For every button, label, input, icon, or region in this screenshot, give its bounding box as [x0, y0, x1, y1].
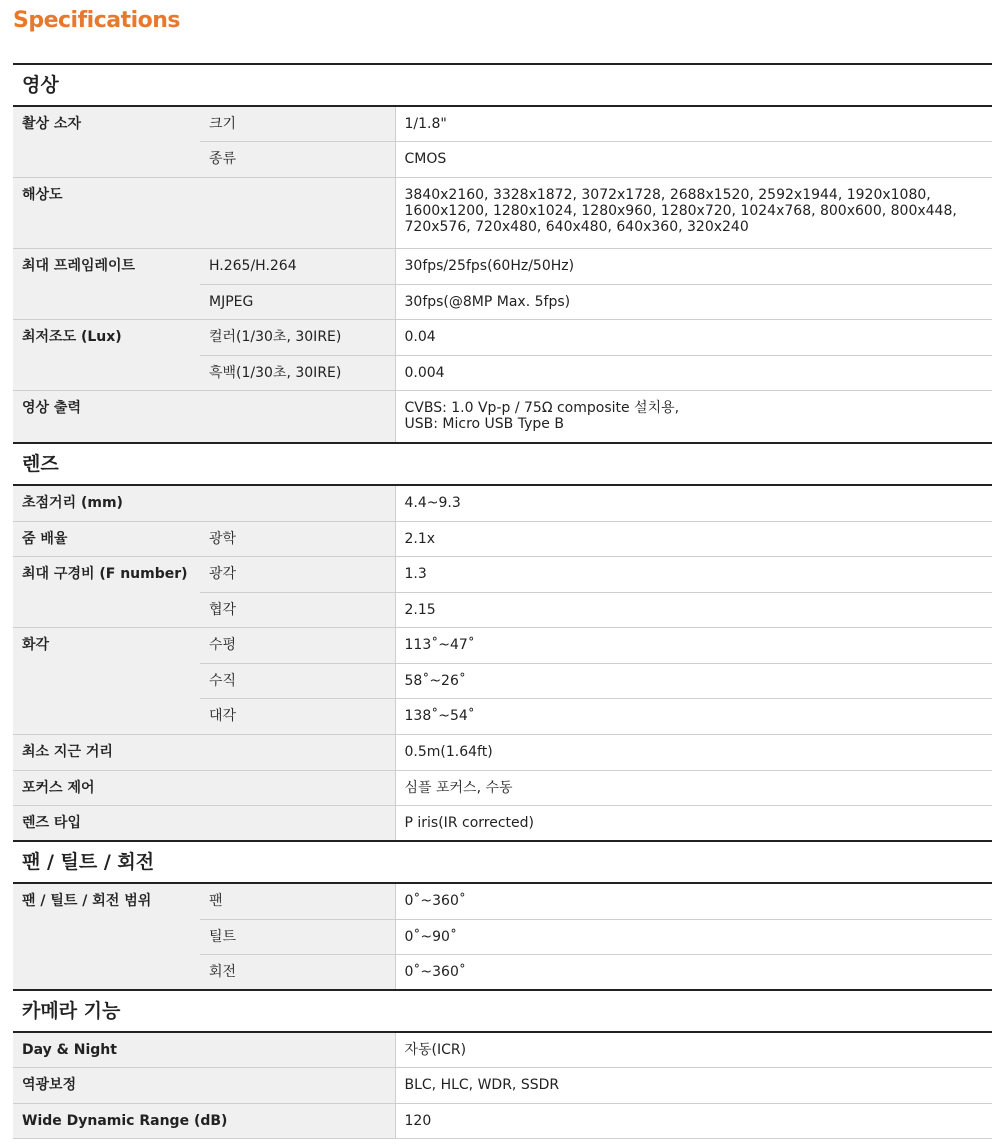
row-label: 초점거리 (mm): [13, 485, 395, 521]
row-value: CMOS: [395, 141, 992, 177]
spec-row: [13, 390, 992, 443]
row-sublabel: 컬러(1/30초, 30IRE): [200, 319, 395, 355]
spec-row: [13, 883, 992, 919]
section-header-camera-features: [13, 990, 992, 1032]
row-label: 촬상 소자: [13, 106, 200, 177]
spec-row: [13, 1067, 992, 1103]
section-title: 영상: [13, 64, 992, 106]
row-label: 해상도: [13, 177, 395, 248]
row-sublabel: 수평: [200, 627, 395, 663]
row-value: 1/1.8": [395, 106, 992, 141]
row-value: P iris(IR corrected): [395, 805, 992, 841]
spec-table-container: [13, 63, 992, 1139]
section-header-pan-tilt-rotate: [13, 841, 992, 883]
row-value: 0.5m(1.64ft): [395, 734, 992, 770]
section-title: 카메라 기능: [13, 990, 992, 1032]
spec-row: [13, 177, 992, 248]
row-label: 줌 배율: [13, 521, 200, 556]
row-value: 2.15: [395, 592, 992, 627]
spec-row: [13, 627, 992, 663]
row-label: 최저조도 (Lux): [13, 319, 200, 390]
row-value: 30fps/25fps(60Hz/50Hz): [395, 248, 992, 284]
row-label: 최대 구경비 (F number): [13, 556, 200, 627]
section-header-video: [13, 64, 992, 106]
spec-table: [13, 63, 992, 1139]
row-value: 3840x2160, 3328x1872, 3072x1728, 2688x1520, 2592x1944, 1920x1080, 1600x1200, 1280x1024, 1280x960, 1280x720, 1024x768, 800x600, 800x448, 720x576, 720x480, 640x480, 640x360, 320x240: [395, 177, 992, 248]
spec-row: [13, 106, 992, 141]
row-value: 138˚~54˚: [395, 698, 992, 734]
row-sublabel: 크기: [200, 106, 395, 141]
row-sublabel: 대각: [200, 698, 395, 734]
row-value: CVBS: 1.0 Vp-p / 75Ω composite 설치용, USB: Micro USB Type B: [395, 390, 992, 443]
row-label: 역광보정: [13, 1067, 395, 1103]
row-value: 1.3: [395, 556, 992, 592]
row-label: Wide Dynamic Range (dB): [13, 1103, 395, 1138]
row-label: 렌즈 타입: [13, 805, 395, 841]
spec-row: [13, 805, 992, 841]
row-label: 화각: [13, 627, 200, 734]
row-value: 0.04: [395, 319, 992, 355]
row-label: 최소 지근 거리: [13, 734, 395, 770]
row-value: 0.004: [395, 355, 992, 390]
row-value: 자동(ICR): [395, 1032, 992, 1067]
row-sublabel: 협각: [200, 592, 395, 627]
spec-row: [13, 770, 992, 805]
spec-row: [13, 1032, 992, 1067]
row-label: 팬 / 틸트 / 회전 범위: [13, 883, 200, 990]
row-value: 4.4~9.3: [395, 485, 992, 521]
section-header-lens: [13, 443, 992, 485]
spec-row: [13, 1103, 992, 1138]
row-sublabel: 광학: [200, 521, 395, 556]
row-value: 0˚~360˚: [395, 883, 992, 919]
row-value: 심플 포커스, 수동: [395, 770, 992, 805]
row-value: 0˚~360˚: [395, 954, 992, 990]
row-sublabel: 흑백(1/30초, 30IRE): [200, 355, 395, 390]
row-sublabel: 광각: [200, 556, 395, 592]
section-title: 팬 / 틸트 / 회전: [13, 841, 992, 883]
row-sublabel: MJPEG: [200, 284, 395, 319]
spec-row: [13, 485, 992, 521]
row-value: BLC, HLC, WDR, SSDR: [395, 1067, 992, 1103]
row-label: 영상 출력: [13, 390, 395, 443]
section-title: 렌즈: [13, 443, 992, 485]
row-sublabel: 회전: [200, 954, 395, 990]
row-value: 0˚~90˚: [395, 919, 992, 954]
row-value: 2.1x: [395, 521, 992, 556]
row-sublabel: 틸트: [200, 919, 395, 954]
spec-row: [13, 319, 992, 355]
row-value: 30fps(@8MP Max. 5fps): [395, 284, 992, 319]
spec-row: [13, 521, 992, 556]
row-sublabel: 수직: [200, 663, 395, 698]
row-value: 58˚~26˚: [395, 663, 992, 698]
row-sublabel: 종류: [200, 141, 395, 177]
row-label: Day & Night: [13, 1032, 395, 1067]
spec-row: [13, 248, 992, 284]
row-label: 최대 프레임레이트: [13, 248, 200, 319]
row-value: 113˚~47˚: [395, 627, 992, 663]
page-title: Specifications: [13, 8, 181, 33]
row-label: 포커스 제어: [13, 770, 395, 805]
row-value: 120: [395, 1103, 992, 1138]
spec-row: [13, 734, 992, 770]
row-sublabel: H.265/H.264: [200, 248, 395, 284]
row-sublabel: 팬: [200, 883, 395, 919]
spec-row: [13, 556, 992, 592]
